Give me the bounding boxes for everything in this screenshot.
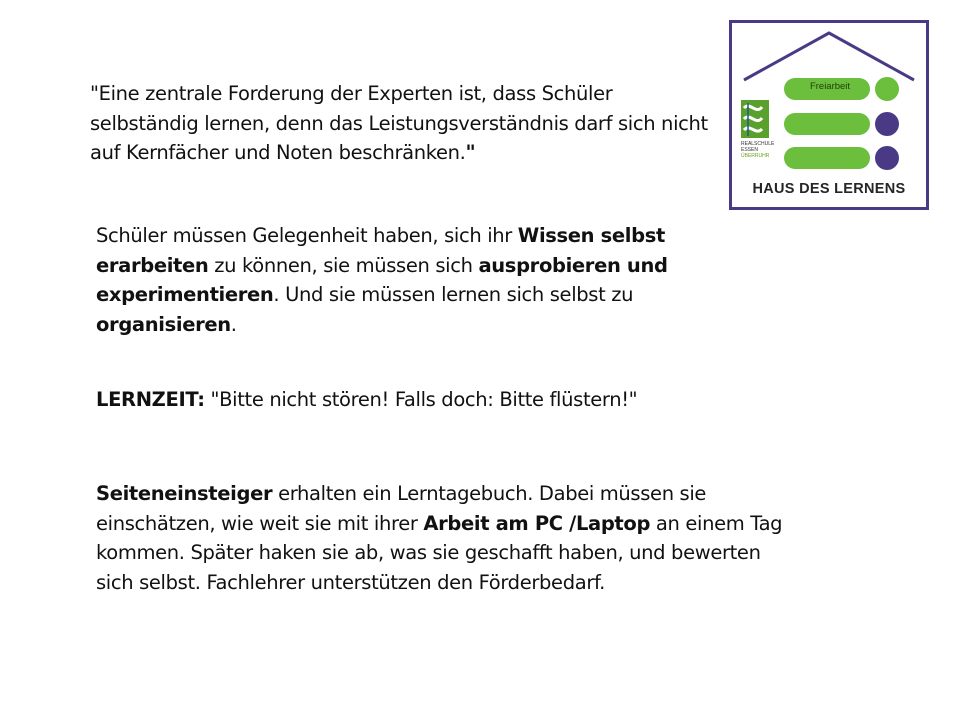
purple-dot-2 [875,146,899,170]
paragraph1-bold-1: Wissen selbst erarbeiten [96,224,665,277]
school-line-1: REALSCHULE [741,141,775,147]
paragraph1-bold-3: organisieren [96,312,231,336]
logo-title: HAUS DES LERNENS [752,181,906,197]
paragraph3-bold-1: Seiteneinsteiger [96,482,273,505]
paragraph2-text-1: "Bitte nicht stören! Falls doch: Bitte flüstern!" [204,388,638,411]
green-bar-2 [784,113,870,135]
paragraph1-text-1: Schüler müssen Gelegenheit haben, sich ihr [96,224,518,247]
school-line-2: ESSEN [741,147,758,153]
freiarbeit-label: Freiarbeit [809,81,851,92]
quote-line-1: "Eine zentrale Forderung der Experten ist, dass Schüler [90,82,613,105]
paragraph3-text-1: erhalten ein Lerntagebuch. Dabei müssen sie einschätzen, wie weit sie mit ihrer [96,482,707,535]
school-line-3: ÜBERRUHR [741,153,770,159]
paragraph3-text-2: an einem Tag kommen. Später haken sie ab, was sie geschafft haben, und bewerten sich selbst. Fachlehrer unterstützen den Förderbedarf. [96,511,783,594]
school-name-tag [741,141,775,159]
paragraph3-bold-2: Arbeit am PC /Laptop [423,511,651,535]
paragraph1-text-4: . [230,312,237,336]
paragraph-seiteneinsteiger [96,479,796,597]
school-emblem-icon [741,100,769,138]
house-roof-icon [744,33,914,80]
quote-text [90,79,730,168]
paragraph-lernzeit [96,385,796,415]
green-bar-3 [784,147,870,169]
purple-dot-1 [875,112,899,136]
paragraph1-text-3: . Und sie müssen lernen sich selbst zu [273,283,634,306]
paragraph1-text-2: zu können, sie müssen sich [208,253,479,277]
quote-line-3: auf Kernfächer und Noten beschränken. [90,141,466,164]
paragraph2-bold-1: LERNZEIT: [96,388,205,411]
paragraph1-bold-2: ausprobieren und experimentieren [96,253,668,306]
green-dot [875,77,899,101]
paragraph-self-learning [96,221,696,339]
quote-line-2: selbständig lernen, denn das Leistungsverständnis darf sich nicht [90,111,708,135]
logo-graphic [732,23,926,207]
haus-des-lernens-logo [729,20,929,210]
quote-closing-mark: " [465,141,476,164]
